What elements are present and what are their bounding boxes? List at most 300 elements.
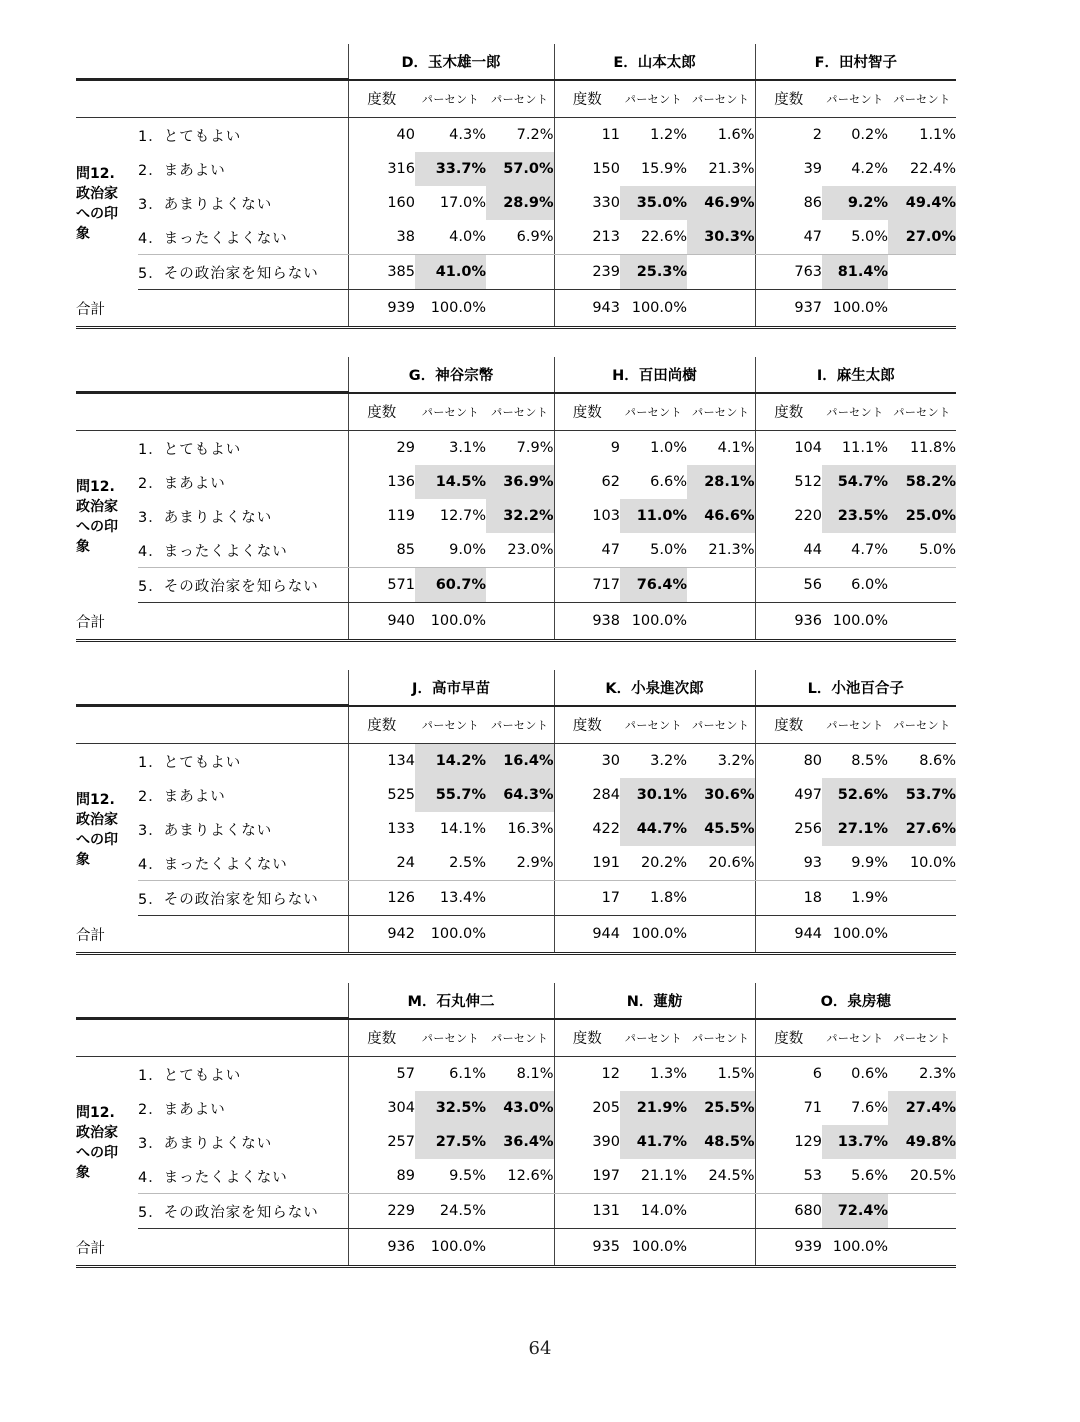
total-percent-cell: 100.0% — [822, 916, 888, 954]
count-cell: 763 — [755, 255, 822, 290]
count-cell: 136 — [348, 465, 415, 499]
percent-cell: 5.6% — [822, 1159, 888, 1194]
valid-percent-cell: 28.9% — [486, 186, 554, 220]
count-cell: 239 — [554, 255, 620, 290]
header-blank — [76, 706, 348, 744]
count-cell: 220 — [755, 499, 822, 533]
valid-percent-cell — [486, 255, 554, 290]
valid-percent-cell: 30.6% — [687, 778, 755, 812]
valid-percent-cell: 27.4% — [888, 1091, 956, 1125]
percent-cell: 5.0% — [822, 220, 888, 255]
percent-cell: 12.7% — [439, 508, 486, 524]
category-label: 3．あまりよくない — [138, 1135, 273, 1152]
category-label: 5．その政治家を知らない — [138, 255, 348, 290]
percent-cell: 23.5% — [822, 499, 888, 533]
percent-cell: 14.2% — [415, 744, 486, 779]
valid-percent-cell — [888, 255, 956, 290]
percent-cell: 9.5% — [415, 1159, 486, 1194]
count-cell: 197 — [554, 1159, 620, 1194]
total-blank-cell — [486, 1229, 554, 1267]
count-cell: 385 — [348, 255, 415, 290]
count-header: 度数 — [348, 80, 415, 118]
category-label: 2．まあよい — [138, 1101, 226, 1118]
crosstab-table — [76, 44, 956, 329]
percent-cell: 2.5% — [415, 846, 486, 881]
count-cell: 9 — [554, 431, 620, 466]
count-cell: 29 — [348, 431, 415, 466]
count-cell: 24 — [348, 846, 415, 881]
valid-percent-cell: 32.2% — [486, 499, 554, 533]
count-cell: 93 — [755, 846, 822, 881]
percent-cell: 21.9% — [620, 1091, 687, 1125]
count-cell: 39 — [755, 152, 822, 186]
percent-header: パーセント — [620, 80, 687, 118]
valid-percent-header: パーセント — [687, 706, 755, 744]
count-cell: 126 — [348, 881, 415, 916]
table-row — [76, 1091, 956, 1125]
valid-percent-cell: 5.0% — [888, 533, 956, 568]
valid-percent-header: パーセント — [486, 393, 554, 431]
valid-percent-cell: 12.6% — [486, 1159, 554, 1194]
valid-percent-cell: 25.0% — [888, 499, 956, 533]
total-count-cell: 942 — [348, 916, 415, 954]
header-blank — [76, 44, 348, 80]
percent-cell: 32.5% — [415, 1091, 486, 1125]
table-row — [76, 533, 956, 568]
politician-name: O．泉房穂 — [755, 983, 956, 1019]
valid-percent-cell: 7.9% — [516, 440, 554, 456]
total-label: 合計 — [76, 1229, 348, 1267]
politician-name: J．高市早苗 — [348, 670, 554, 706]
total-count-cell: 943 — [554, 290, 620, 328]
valid-percent-cell: 1.6% — [717, 127, 755, 143]
header-blank — [76, 80, 348, 118]
count-header: 度数 — [554, 1019, 620, 1057]
percent-header: パーセント — [822, 1019, 888, 1057]
count-header: 度数 — [554, 706, 620, 744]
valid-percent-cell — [687, 1194, 755, 1229]
table-row — [76, 1159, 956, 1194]
table-row — [76, 744, 956, 779]
percent-cell: 55.7% — [415, 778, 486, 812]
percent-cell: 6.6% — [650, 474, 687, 490]
percent-cell: 1.9% — [822, 881, 888, 916]
percent-cell: 14.1% — [439, 821, 486, 837]
count-header: 度数 — [755, 80, 822, 118]
percent-cell: 30.1% — [620, 778, 687, 812]
total-count-cell: 938 — [554, 603, 620, 641]
total-percent-cell: 100.0% — [620, 916, 687, 954]
valid-percent-header: パーセント — [486, 80, 554, 118]
valid-percent-cell: 16.4% — [486, 744, 554, 779]
valid-percent-cell: 23.0% — [486, 533, 554, 568]
count-cell: 53 — [755, 1159, 822, 1194]
table-row — [76, 499, 956, 533]
crosstab-block — [76, 357, 956, 642]
count-cell: 191 — [554, 846, 620, 881]
total-blank-cell — [888, 603, 956, 641]
table-row — [76, 186, 956, 220]
count-cell: 30 — [554, 744, 620, 779]
valid-percent-cell: 11.8% — [909, 440, 957, 456]
percent-header: パーセント — [620, 706, 687, 744]
count-cell: 6 — [755, 1057, 822, 1092]
valid-percent-cell: 36.4% — [486, 1125, 554, 1159]
valid-percent-cell: 1.5% — [717, 1066, 755, 1082]
percent-header: パーセント — [620, 1019, 687, 1057]
total-percent-cell: 100.0% — [415, 1229, 486, 1267]
valid-percent-cell: 4.1% — [717, 440, 755, 456]
valid-percent-header: パーセント — [486, 706, 554, 744]
count-cell: 160 — [348, 186, 415, 220]
table-row — [76, 778, 956, 812]
total-blank-cell — [888, 290, 956, 328]
percent-cell: 1.8% — [620, 881, 687, 916]
valid-percent-cell — [687, 881, 755, 916]
category-label: 5．その政治家を知らない — [138, 1194, 348, 1229]
count-cell: 11 — [554, 118, 620, 153]
count-cell: 131 — [554, 1194, 620, 1229]
count-cell: 256 — [755, 812, 822, 846]
percent-cell: 7.6% — [851, 1100, 889, 1116]
valid-percent-cell: 46.6% — [687, 499, 755, 533]
count-cell: 12 — [554, 1057, 620, 1092]
valid-percent-cell: 25.5% — [687, 1091, 755, 1125]
category-label: 4．まったくよくない — [138, 220, 348, 255]
politician-name: E．山本太郎 — [554, 44, 755, 80]
valid-percent-cell: 48.5% — [687, 1125, 755, 1159]
count-cell: 134 — [348, 744, 415, 779]
valid-percent-cell: 2.9% — [486, 846, 554, 881]
politician-name: L．小池百合子 — [755, 670, 956, 706]
percent-cell: 27.5% — [415, 1125, 486, 1159]
percent-header: パーセント — [822, 706, 888, 744]
percent-cell: 9.2% — [822, 186, 888, 220]
table-row — [76, 255, 956, 290]
category-label: 3．あまりよくない — [138, 196, 273, 213]
count-cell: 80 — [755, 744, 822, 779]
table-row — [76, 220, 956, 255]
percent-header: パーセント — [415, 706, 486, 744]
valid-percent-cell: 3.2% — [717, 753, 755, 769]
count-header: 度数 — [755, 393, 822, 431]
count-cell: 71 — [755, 1091, 822, 1125]
crosstab-table — [76, 357, 956, 642]
category-label: 1．とてもよい — [138, 1067, 242, 1084]
total-percent-cell: 100.0% — [415, 290, 486, 328]
valid-percent-cell: 27.6% — [888, 812, 956, 846]
valid-percent-cell — [486, 1194, 554, 1229]
count-cell: 62 — [554, 465, 620, 499]
percent-cell: 81.4% — [822, 255, 888, 290]
count-cell: 89 — [348, 1159, 415, 1194]
count-cell: 57 — [348, 1057, 415, 1092]
header-blank — [76, 393, 348, 431]
total-percent-cell: 100.0% — [620, 603, 687, 641]
percent-header: パーセント — [415, 393, 486, 431]
total-count-cell: 940 — [348, 603, 415, 641]
valid-percent-cell — [888, 1194, 956, 1229]
count-cell: 38 — [348, 220, 415, 255]
count-cell: 103 — [554, 499, 620, 533]
count-cell: 390 — [554, 1125, 620, 1159]
count-header: 度数 — [554, 80, 620, 118]
table-row — [76, 812, 956, 846]
crosstab-block — [76, 983, 956, 1268]
valid-percent-header: パーセント — [687, 393, 755, 431]
percent-cell: 11.0% — [620, 499, 687, 533]
valid-percent-cell: 49.8% — [888, 1125, 956, 1159]
total-count-cell: 937 — [755, 290, 822, 328]
count-cell: 18 — [755, 881, 822, 916]
valid-percent-cell — [888, 568, 956, 603]
total-blank-cell — [888, 1229, 956, 1267]
valid-percent-cell — [687, 255, 755, 290]
percent-cell: 1.2% — [650, 127, 688, 143]
question-label: 問12. 政治家 への印 象 — [76, 165, 118, 242]
category-label: 4．まったくよくない — [138, 846, 348, 881]
valid-percent-cell: 21.3% — [708, 161, 755, 177]
percent-cell: 13.4% — [415, 881, 486, 916]
valid-percent-cell: 20.5% — [888, 1159, 956, 1194]
politician-name: H．百田尚樹 — [554, 357, 755, 393]
valid-percent-cell: 36.9% — [486, 465, 554, 499]
question-label: 問12. 政治家 への印 象 — [76, 791, 118, 868]
valid-percent-cell: 1.1% — [919, 127, 957, 143]
valid-percent-cell: 20.6% — [687, 846, 755, 881]
percent-header: パーセント — [415, 1019, 486, 1057]
total-percent-cell: 100.0% — [822, 603, 888, 641]
total-blank-cell — [888, 916, 956, 954]
valid-percent-header: パーセント — [888, 80, 956, 118]
crosstab-table — [76, 983, 956, 1268]
crosstab-table — [76, 670, 956, 955]
category-label: 5．その政治家を知らない — [138, 881, 348, 916]
count-cell: 330 — [554, 186, 620, 220]
valid-percent-cell: 49.4% — [888, 186, 956, 220]
count-header: 度数 — [554, 393, 620, 431]
total-label: 合計 — [76, 603, 348, 641]
percent-cell: 76.4% — [620, 568, 687, 603]
count-header: 度数 — [348, 706, 415, 744]
category-label: 2．まあよい — [138, 475, 226, 492]
count-cell: 47 — [755, 220, 822, 255]
count-cell: 133 — [348, 812, 415, 846]
percent-cell: 24.5% — [415, 1194, 486, 1229]
percent-cell: 9.0% — [415, 533, 486, 568]
count-header: 度数 — [755, 706, 822, 744]
percent-cell: 17.0% — [439, 195, 486, 211]
percent-cell: 9.9% — [822, 846, 888, 881]
count-cell: 571 — [348, 568, 415, 603]
count-cell: 56 — [755, 568, 822, 603]
table-row — [76, 1125, 956, 1159]
count-cell: 525 — [348, 778, 415, 812]
count-cell: 257 — [348, 1125, 415, 1159]
valid-percent-cell: 8.1% — [516, 1066, 554, 1082]
valid-percent-cell: 30.3% — [687, 220, 755, 255]
total-blank-cell — [486, 290, 554, 328]
count-cell: 680 — [755, 1194, 822, 1229]
table-row — [76, 152, 956, 186]
count-cell: 44 — [755, 533, 822, 568]
count-header: 度数 — [348, 393, 415, 431]
count-header: 度数 — [755, 1019, 822, 1057]
total-blank-cell — [486, 916, 554, 954]
crosstab-block — [76, 44, 956, 329]
count-cell: 497 — [755, 778, 822, 812]
question-label: 問12. 政治家 への印 象 — [76, 478, 118, 555]
percent-cell: 11.1% — [841, 440, 888, 456]
percent-cell: 22.6% — [620, 220, 687, 255]
table-row — [76, 1194, 956, 1229]
valid-percent-header: パーセント — [888, 1019, 956, 1057]
politician-name: D．玉木雄一郎 — [348, 44, 554, 80]
percent-cell: 4.7% — [822, 533, 888, 568]
category-label: 4．まったくよくない — [138, 1159, 348, 1194]
valid-percent-cell: 21.3% — [687, 533, 755, 568]
percent-cell: 5.0% — [620, 533, 687, 568]
total-count-cell: 939 — [755, 1229, 822, 1267]
question-label: 問12. 政治家 への印 象 — [76, 1104, 118, 1181]
valid-percent-cell: 22.4% — [909, 161, 957, 177]
valid-percent-cell: 64.3% — [486, 778, 554, 812]
count-cell: 2 — [755, 118, 822, 153]
header-blank — [76, 1019, 348, 1057]
count-cell: 229 — [348, 1194, 415, 1229]
percent-cell: 6.1% — [449, 1066, 486, 1082]
percent-cell: 25.3% — [620, 255, 687, 290]
page-number: 64 — [528, 1338, 552, 1359]
percent-cell: 41.7% — [620, 1125, 687, 1159]
count-cell: 422 — [554, 812, 620, 846]
valid-percent-cell: 28.1% — [687, 465, 755, 499]
politician-name: K．小泉進次郎 — [554, 670, 755, 706]
category-label: 3．あまりよくない — [138, 822, 273, 839]
total-percent-cell: 100.0% — [620, 1229, 687, 1267]
percent-header: パーセント — [415, 80, 486, 118]
percent-cell: 13.7% — [822, 1125, 888, 1159]
percent-cell: 27.1% — [822, 812, 888, 846]
percent-cell: 1.3% — [650, 1066, 687, 1082]
percent-cell: 4.0% — [415, 220, 486, 255]
percent-cell: 54.7% — [822, 465, 888, 499]
total-count-cell: 936 — [348, 1229, 415, 1267]
valid-percent-cell: 53.7% — [888, 778, 956, 812]
total-label: 合計 — [76, 916, 348, 954]
valid-percent-header: パーセント — [486, 1019, 554, 1057]
total-count-cell: 944 — [755, 916, 822, 954]
valid-percent-cell: 7.2% — [516, 127, 554, 143]
total-percent-cell: 100.0% — [822, 1229, 888, 1267]
category-label: 1．とてもよい — [138, 128, 242, 145]
valid-percent-cell: 10.0% — [888, 846, 956, 881]
percent-cell: 52.6% — [822, 778, 888, 812]
category-label: 5．その政治家を知らない — [138, 568, 348, 603]
valid-percent-cell: 27.0% — [888, 220, 956, 255]
percent-cell: 4.2% — [851, 161, 889, 177]
total-blank-cell — [687, 290, 755, 328]
count-cell: 304 — [348, 1091, 415, 1125]
total-blank-cell — [687, 1229, 755, 1267]
total-count-cell: 935 — [554, 1229, 620, 1267]
count-cell: 284 — [554, 778, 620, 812]
percent-cell: 15.9% — [640, 161, 688, 177]
count-cell: 512 — [755, 465, 822, 499]
valid-percent-header: パーセント — [687, 80, 755, 118]
count-cell: 40 — [348, 118, 415, 153]
count-cell: 316 — [348, 152, 415, 186]
total-percent-cell: 100.0% — [415, 916, 486, 954]
valid-percent-cell: 24.5% — [687, 1159, 755, 1194]
count-cell: 150 — [554, 152, 620, 186]
total-percent-cell: 100.0% — [822, 290, 888, 328]
category-label: 3．あまりよくない — [138, 509, 273, 526]
total-blank-cell — [687, 603, 755, 641]
count-cell: 205 — [554, 1091, 620, 1125]
percent-cell: 8.5% — [851, 753, 889, 769]
percent-cell: 14.5% — [415, 465, 486, 499]
politician-name: N．蓮舫 — [554, 983, 755, 1019]
total-percent-cell: 100.0% — [415, 603, 486, 641]
valid-percent-cell: 45.5% — [687, 812, 755, 846]
total-count-cell: 939 — [348, 290, 415, 328]
percent-cell: 14.0% — [620, 1194, 687, 1229]
percent-cell: 0.2% — [851, 127, 889, 143]
count-cell: 717 — [554, 568, 620, 603]
valid-percent-cell — [687, 568, 755, 603]
percent-cell: 35.0% — [620, 186, 687, 220]
table-row — [76, 1057, 956, 1092]
valid-percent-cell: 57.0% — [486, 152, 554, 186]
percent-cell: 33.7% — [415, 152, 486, 186]
category-label: 2．まあよい — [138, 162, 226, 179]
percent-header: パーセント — [620, 393, 687, 431]
count-cell: 17 — [554, 881, 620, 916]
total-blank-cell — [687, 916, 755, 954]
table-row — [76, 568, 956, 603]
politician-name: G．神谷宗幣 — [348, 357, 554, 393]
count-cell: 104 — [755, 431, 822, 466]
percent-cell: 1.0% — [650, 440, 687, 456]
percent-cell: 3.1% — [449, 440, 486, 456]
valid-percent-cell: 58.2% — [888, 465, 956, 499]
count-cell: 213 — [554, 220, 620, 255]
header-blank — [76, 357, 348, 393]
percent-cell: 0.6% — [851, 1066, 889, 1082]
percent-cell: 20.2% — [620, 846, 687, 881]
total-count-cell: 944 — [554, 916, 620, 954]
total-percent-cell: 100.0% — [620, 290, 687, 328]
category-label: 2．まあよい — [138, 788, 226, 805]
valid-percent-header: パーセント — [888, 393, 956, 431]
percent-cell: 72.4% — [822, 1194, 888, 1229]
valid-percent-header: パーセント — [687, 1019, 755, 1057]
percent-cell: 21.1% — [620, 1159, 687, 1194]
category-label: 1．とてもよい — [138, 441, 242, 458]
category-label: 4．まったくよくない — [138, 533, 348, 568]
politician-name: M．石丸伸二 — [348, 983, 554, 1019]
total-blank-cell — [486, 603, 554, 641]
valid-percent-cell: 8.6% — [919, 753, 957, 769]
total-label: 合計 — [76, 290, 348, 328]
crosstab-block — [76, 670, 956, 955]
table-row — [76, 881, 956, 916]
valid-percent-cell — [888, 881, 956, 916]
table-row — [76, 465, 956, 499]
total-count-cell: 936 — [755, 603, 822, 641]
politician-name: I．麻生太郎 — [755, 357, 956, 393]
